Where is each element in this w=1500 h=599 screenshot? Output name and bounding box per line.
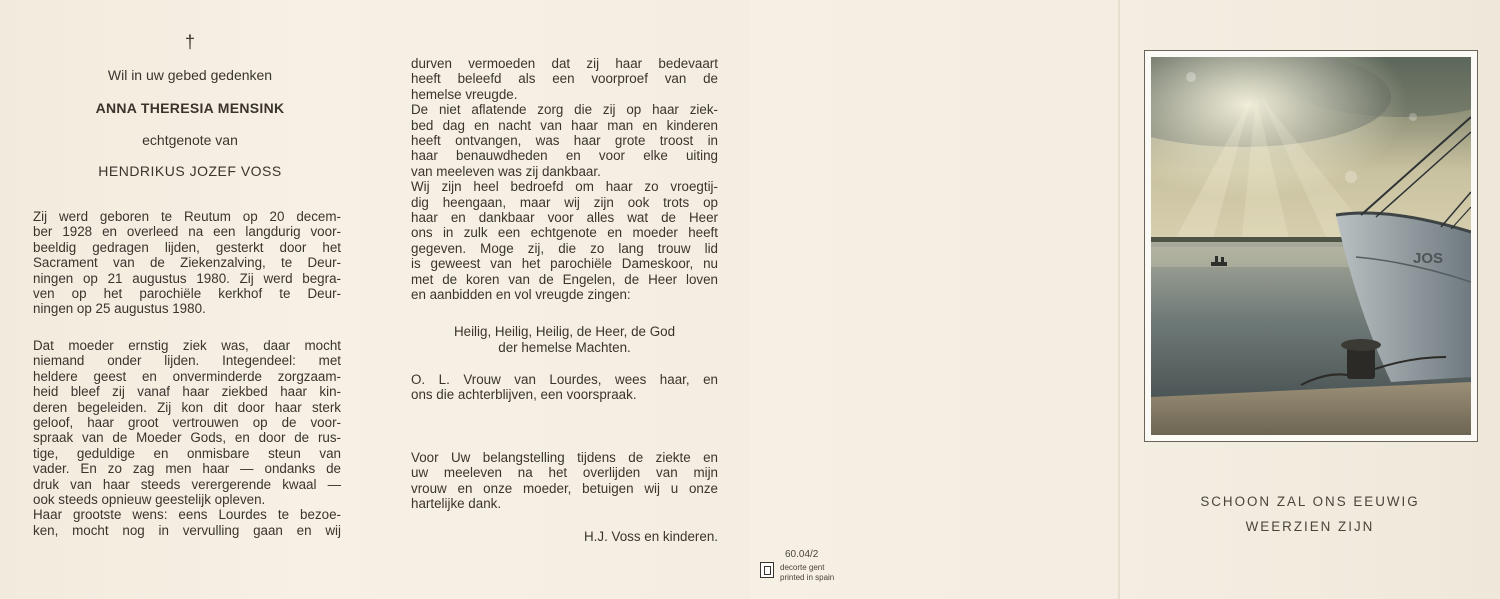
text-line: Dat moeder ernstig ziek was, daar mocht: [33, 338, 341, 353]
text-line: ber 1928 en overleed na een langdurig voor-: [33, 224, 341, 240]
text-line: vader. En zo zag men haar — ondanks de: [33, 461, 341, 477]
printer-origin: printed in spain: [780, 573, 835, 582]
text-line: Haar grootste wens: eens Lourdes te bezoe-: [33, 507, 341, 523]
printer-company: decorte gent: [780, 563, 825, 572]
text-line: met de koren van de Engelen, de Heer loven: [411, 271, 718, 287]
deceased-name: ANNA THERESIA MENSINK: [95, 100, 285, 116]
text-line: ons in zulk een echtgenote en moeder heeft: [411, 225, 718, 241]
illness-paragraph: [33, 338, 341, 538]
text-line: Wij zijn heel bedroefd om haar zo vroegtij-: [411, 179, 718, 195]
text-line: Heilig, Heilig, Heilig, de Heer, de God: [453, 324, 676, 339]
text-line: durven vermoeden dat zij haar bedevaart: [411, 56, 718, 71]
text-line: heid bleef zij vanaf haar ziekbed haar kin-: [33, 384, 341, 400]
text-line: beeldig gedragen lijden, gesterkt door het: [33, 239, 341, 255]
text-line: tige, geduldige en onmisbare steun van: [33, 445, 341, 461]
print-code: 60.04/2: [785, 549, 819, 560]
pilgrimage-paragraph: [411, 56, 718, 303]
text-line: hemelse vreugde.: [411, 86, 518, 102]
text-line: hartelijke dank.: [411, 496, 502, 512]
text-line: Voor Uw belangstelling tijdens de ziekte en: [411, 450, 718, 465]
text-line: vrouw en onze moeder, betuigen wij u onze: [411, 480, 718, 496]
text-line: der hemelse Machten.: [498, 340, 631, 355]
text-line: bed dag en nacht van haar man en kinderen: [411, 117, 718, 133]
text-line: geloof, haar groot vertrouwen op de voor-: [33, 415, 341, 431]
text-line: van meeleven was zij dankbaar.: [411, 163, 601, 179]
motto-line-2: WEERZIEN ZIJN: [1245, 519, 1375, 534]
text-line: heeft beleefd als een voorproef van de: [411, 71, 718, 87]
text-line: spraak van de Moeder Gods, en door de rus-: [33, 430, 341, 446]
intro-line: Wil in uw gebed gedenken: [107, 67, 273, 83]
photo-frame: [1144, 50, 1478, 442]
cross-icon: †: [184, 32, 195, 52]
boat-name: JOS: [1413, 250, 1444, 267]
fold-crease: [1118, 0, 1120, 599]
text-line: De niet aflatende zorg die zij op haar ziek-: [411, 102, 718, 118]
text-line: ven op het parochiële kerkhof te Deur-: [33, 286, 341, 302]
text-line: O. L. Vrouw van Lourdes, wees haar, en: [411, 372, 718, 387]
text-line: heeft ontvangen, was haar grote troost in: [411, 133, 718, 149]
signature: H.J. Voss en kinderen.: [584, 529, 718, 544]
text-line: ons die achterblijven, een voorspraak.: [411, 387, 637, 403]
text-line: uw meeleven na het overlijden van mijn: [411, 465, 718, 481]
text-line: en aanbidden en vol vreugde zingen:: [411, 287, 631, 303]
text-line: gegeven. Moge zij, die zo lang trouw lid: [411, 240, 718, 256]
text-line: ningen op 21 augustus 1980. Zij werd begra-: [33, 270, 341, 286]
bio-paragraph: [33, 209, 341, 317]
text-line: heldere geest en onverminderde zorgzaam-: [33, 368, 341, 384]
text-line: Zij werd geboren te Reutum op 20 decem-: [33, 209, 341, 224]
text-line: haar en dankbaar voor alles wat de Heer: [411, 210, 718, 226]
text-line: ningen op 25 augustus 1980.: [33, 301, 206, 317]
text-line: haar benauwdheden en voor elke uiting: [411, 148, 718, 164]
text-line: ook steeds opnieuw geestelijk opleven.: [33, 492, 266, 508]
text-line: is geweest van het parochiële Dameskoor, nu: [411, 256, 718, 272]
harbor-boat-photo: [1151, 57, 1471, 435]
hymn-quote: [411, 324, 718, 356]
text-line: Sacrament van de Ziekenzalving, te Deur-: [33, 255, 341, 271]
thanks-paragraph: [411, 450, 718, 512]
text-line: dig heengaan, maar wij zijn ook trots op: [411, 194, 718, 210]
printer-logo-icon: [760, 562, 774, 578]
text-line: deren begeleiden. Zij kon dit door haar sterk: [33, 399, 341, 415]
text-line: niemand onder lijden. Integendeel: met: [33, 353, 341, 369]
spouse-name: HENDRIKUS JOZEF VOSS: [98, 163, 282, 179]
text-line: ken, mocht nog in vervulling gaan en wij: [33, 522, 341, 538]
motto-line-1: SCHOON ZAL ONS EEUWIG: [1200, 494, 1420, 509]
relation-line: echtgenote van: [142, 132, 238, 148]
text-line: druk van haar steeds verergerende kwaal —: [33, 476, 341, 492]
prayer-paragraph: [411, 372, 718, 403]
